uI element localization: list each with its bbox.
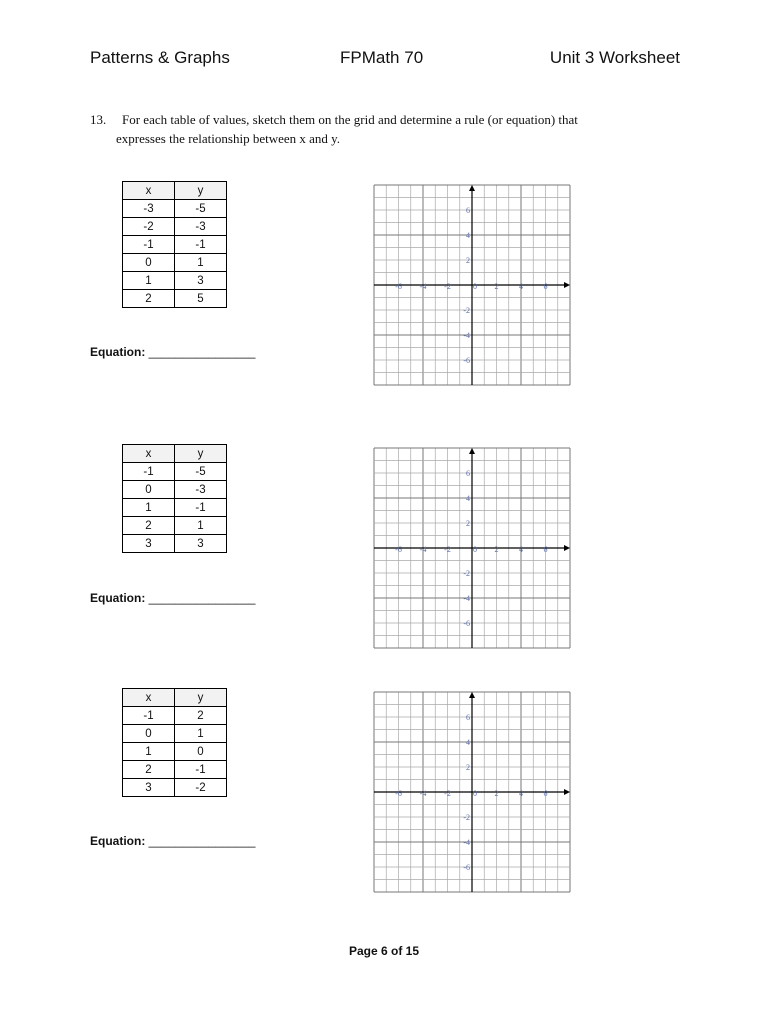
table-row	[123, 517, 227, 535]
table-cell-y: -3	[175, 218, 227, 236]
table-row	[123, 463, 227, 481]
equation-blank[interactable]: ________________	[148, 834, 256, 848]
table-cell-y: -1	[175, 499, 227, 517]
table-cell-x: 0	[123, 481, 175, 499]
coordinate-grid-2[interactable]	[372, 445, 574, 651]
header-course-topic: Patterns & Graphs	[90, 48, 230, 67]
header-course-code: FPMath 70	[340, 48, 424, 67]
x-tick-label: 0	[473, 545, 477, 554]
y-tick-label: 4	[466, 494, 470, 503]
equation-line-3[interactable]	[90, 834, 255, 848]
values-table-2	[122, 444, 227, 553]
x-tick-label: 4	[519, 282, 523, 291]
table-cell-y: -1	[175, 236, 227, 254]
table-cell-x: -1	[123, 236, 175, 254]
equation-label: Equation:	[90, 834, 146, 848]
page-header	[90, 48, 680, 72]
table-cell-y: 2	[175, 707, 227, 725]
table-header-y: y	[175, 182, 227, 200]
table-row	[123, 779, 227, 797]
x-tick-label: -6	[395, 545, 402, 554]
y-tick-label: 2	[466, 519, 470, 528]
table-row	[123, 535, 227, 553]
y-tick-label: -2	[463, 813, 470, 822]
table-cell-x: 0	[123, 254, 175, 272]
table-row	[123, 725, 227, 743]
equation-blank[interactable]: ________________	[148, 591, 256, 605]
y-tick-label: -6	[463, 356, 470, 365]
table-cell-x: 2	[123, 517, 175, 535]
y-tick-label: 2	[466, 256, 470, 265]
y-tick-label: 2	[466, 763, 470, 772]
header-worksheet-title: Unit 3 Worksheet	[549, 48, 680, 67]
y-tick-label: 4	[466, 738, 470, 747]
y-tick-label: -2	[463, 569, 470, 578]
y-axis-arrow-icon	[469, 448, 475, 454]
table-cell-y: 1	[175, 254, 227, 272]
y-tick-label: 4	[466, 231, 470, 240]
values-table-1	[122, 181, 227, 308]
x-tick-label: 4	[519, 789, 523, 798]
table-row	[123, 743, 227, 761]
table-cell-x: -1	[123, 707, 175, 725]
y-tick-label: -2	[463, 306, 470, 315]
table-cell-y: 1	[175, 725, 227, 743]
x-tick-label: -4	[419, 282, 427, 291]
x-tick-label: 6	[543, 545, 548, 554]
question-text-line1: For each table of values, sketch them on the grid and determine a rule (or equation) that	[122, 112, 578, 127]
table-header-y: y	[175, 445, 227, 463]
y-axis-arrow-icon	[469, 185, 475, 191]
table-cell-y: -3	[175, 481, 227, 499]
table-cell-x: -1	[123, 463, 175, 481]
table-cell-x: 1	[123, 499, 175, 517]
table-cell-x: 2	[123, 290, 175, 308]
y-tick-label: -4	[463, 594, 470, 603]
equation-blank[interactable]: ________________	[148, 345, 256, 359]
table-cell-x: 3	[123, 535, 175, 553]
table-cell-x: 0	[123, 725, 175, 743]
table-cell-y: 3	[175, 535, 227, 553]
table-cell-x: 3	[123, 779, 175, 797]
table-cell-y: -1	[175, 761, 227, 779]
table-cell-x: 2	[123, 761, 175, 779]
table-cell-y: -5	[175, 200, 227, 218]
table-header-x: x	[123, 689, 175, 707]
equation-line-2[interactable]	[90, 591, 255, 605]
x-tick-label: 2	[494, 545, 499, 554]
table-cell-y: 5	[175, 290, 227, 308]
table-header-y: y	[175, 689, 227, 707]
y-tick-label: -6	[463, 619, 470, 628]
equation-line-1[interactable]	[90, 345, 255, 359]
table-row	[123, 218, 227, 236]
table-cell-x: -2	[123, 218, 175, 236]
y-tick-label: 6	[466, 206, 470, 215]
table-row	[123, 236, 227, 254]
x-axis-arrow-icon	[564, 789, 570, 795]
x-tick-label: 6	[543, 789, 548, 798]
table-row	[123, 200, 227, 218]
y-tick-label: 6	[466, 713, 470, 722]
question-number: 13.	[90, 112, 107, 127]
table-header-x: x	[123, 445, 175, 463]
question-text-line2: expresses the relationship between x and y.	[116, 131, 341, 146]
coordinate-grid-3[interactable]	[372, 689, 574, 895]
table-row	[123, 707, 227, 725]
x-tick-label: 0	[473, 282, 477, 291]
table-row	[123, 481, 227, 499]
table-row	[123, 290, 227, 308]
table-cell-y: -2	[175, 779, 227, 797]
table-row	[123, 272, 227, 290]
table-cell-x: -3	[123, 200, 175, 218]
x-tick-label: -2	[444, 789, 451, 798]
x-tick-label: 0	[473, 789, 477, 798]
table-row	[123, 761, 227, 779]
y-tick-label: -4	[463, 331, 470, 340]
x-tick-label: 2	[494, 789, 499, 798]
x-axis-arrow-icon	[564, 282, 570, 288]
x-tick-label: -4	[419, 545, 427, 554]
table-cell-y: 1	[175, 517, 227, 535]
table-row	[123, 254, 227, 272]
x-axis-arrow-icon	[564, 545, 570, 551]
x-tick-label: -4	[419, 789, 427, 798]
x-tick-label: -6	[395, 789, 402, 798]
y-tick-label: 6	[466, 469, 470, 478]
coordinate-grid-1[interactable]	[372, 182, 574, 388]
y-tick-label: -6	[463, 863, 470, 872]
values-table-3	[122, 688, 227, 797]
table-cell-y: 0	[175, 743, 227, 761]
x-tick-label: 2	[494, 282, 499, 291]
x-tick-label: 4	[519, 545, 523, 554]
table-cell-x: 1	[123, 743, 175, 761]
table-cell-x: 1	[123, 272, 175, 290]
x-tick-label: -6	[395, 282, 402, 291]
x-tick-label: -2	[444, 545, 451, 554]
x-tick-label: -2	[444, 282, 451, 291]
equation-label: Equation:	[90, 591, 146, 605]
table-row	[123, 499, 227, 517]
equation-label: Equation:	[90, 345, 146, 359]
page-footer	[0, 944, 768, 958]
y-tick-label: -4	[463, 838, 470, 847]
table-cell-y: 3	[175, 272, 227, 290]
table-cell-y: -5	[175, 463, 227, 481]
table-header-x: x	[123, 182, 175, 200]
page-number: Page 6 of 15	[348, 944, 420, 958]
x-tick-label: 6	[543, 282, 548, 291]
y-axis-arrow-icon	[469, 692, 475, 698]
